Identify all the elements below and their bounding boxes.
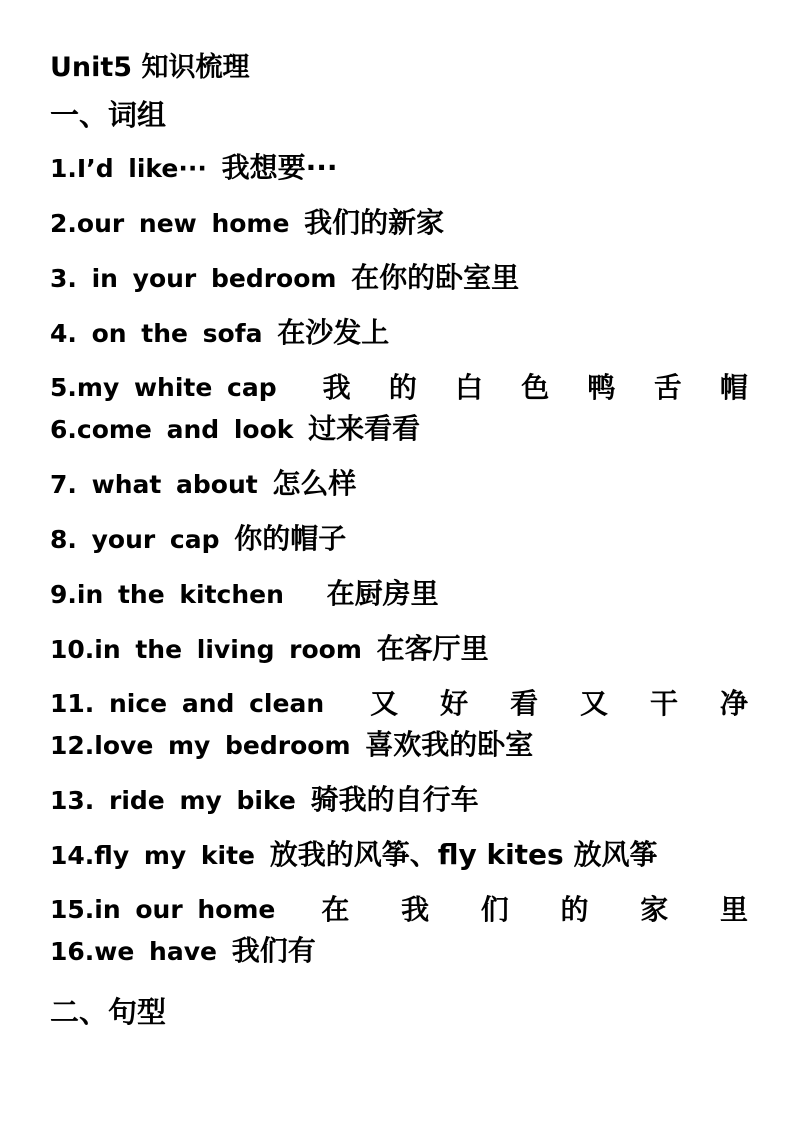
phrase-item-13 xyxy=(50,780,748,835)
phrase-english: 2.our new home xyxy=(50,209,290,238)
phrase-english: 9.in the kitchen xyxy=(50,580,284,609)
phrase-english: 10.in the living room xyxy=(50,635,362,664)
phrase-chinese-char: 干 xyxy=(650,687,679,720)
phrase-english: 12.love my bedroom xyxy=(50,731,351,760)
phrase-chinese-char: 里 xyxy=(719,893,748,926)
phrase-english: 14.fly my kite xyxy=(50,841,255,870)
phrase-chinese-char: 帽 xyxy=(719,371,748,404)
phrase-chinese-char: 色 xyxy=(521,371,550,404)
phrase-item-2 xyxy=(50,203,748,258)
phrase-chinese-char: 白 xyxy=(455,371,484,404)
phrase-item-9 xyxy=(50,574,748,629)
phrase-chinese-char: 看 xyxy=(510,687,539,720)
phrase-item-10 xyxy=(50,629,748,684)
phrase-english: 13. ride my bike xyxy=(50,786,296,815)
phrase-chinese-char: 的 xyxy=(388,371,417,404)
section-heading-sentences: 二、句型 xyxy=(50,995,167,1029)
phrase-item-3 xyxy=(50,258,748,313)
phrase-item-6 xyxy=(50,409,748,464)
phrase-chinese-char: 的 xyxy=(560,893,589,926)
phrase-chinese-char: 家 xyxy=(640,893,669,926)
phrase-chinese-char: 又 xyxy=(580,687,609,720)
phrase-chinese: 喜欢我的卧室 xyxy=(365,728,534,761)
phrase-chinese-char: 我 xyxy=(322,371,351,404)
phrase-chinese: 在客厅里 xyxy=(376,632,489,665)
phrase-chinese xyxy=(370,684,748,725)
phrase-item-4 xyxy=(50,313,748,368)
phrase-item-14 xyxy=(50,835,748,890)
phrase-chinese: 我们有 xyxy=(231,934,316,967)
phrase-item-5 xyxy=(50,368,748,409)
phrase-item-16 xyxy=(50,931,748,986)
phrase-english: 3. in your bedroom xyxy=(50,264,337,293)
phrase-item-8 xyxy=(50,519,748,574)
phrase-item-12 xyxy=(50,725,748,780)
phrase-chinese: 骑我的自行车 xyxy=(310,783,479,816)
page-title: Unit5 知识梳理 xyxy=(50,52,250,83)
phrase-chinese-char: 净 xyxy=(719,687,748,720)
phrase-chinese xyxy=(321,890,748,931)
phrase-chinese-char: 在 xyxy=(321,893,350,926)
phrase-english: 5.my white cap xyxy=(50,373,277,402)
phrase-english: 16.we have xyxy=(50,937,217,966)
phrase-english: 11. nice and clean xyxy=(50,689,325,718)
phrase-chinese-char: 又 xyxy=(370,687,399,720)
phrase-chinese: 我想要··· xyxy=(221,151,338,184)
phrase-chinese xyxy=(323,368,748,409)
section-heading-phrases: 一、词组 xyxy=(50,98,167,132)
phrase-item-1 xyxy=(50,148,748,203)
phrase-chinese-char: 好 xyxy=(440,687,469,720)
phrase-chinese-char: 我 xyxy=(401,893,430,926)
phrase-english: 1.I’d like··· xyxy=(50,154,207,183)
phrase-english: 15.in our home xyxy=(50,895,276,924)
phrase-chinese: 你的帽子 xyxy=(234,522,347,555)
phrase-chinese: 放我的风筝、fly kites 放风筝 xyxy=(269,838,658,871)
phrase-english: 8. your cap xyxy=(50,525,220,554)
phrase-chinese: 我们的新家 xyxy=(304,206,445,239)
phrase-chinese: 在沙发上 xyxy=(277,316,390,349)
phrase-chinese: 过来看看 xyxy=(308,412,421,445)
phrase-chinese: 在厨房里 xyxy=(326,577,439,610)
phrase-chinese-char: 鸭 xyxy=(587,371,616,404)
phrase-item-11 xyxy=(50,684,748,725)
phrase-chinese-char: 舌 xyxy=(653,371,682,404)
phrase-chinese-char: 们 xyxy=(480,893,509,926)
phrase-english: 6.come and look xyxy=(50,415,294,444)
phrase-item-7 xyxy=(50,464,748,519)
document-page xyxy=(50,48,748,1045)
phrase-chinese: 在你的卧室里 xyxy=(351,261,520,294)
phrase-item-15 xyxy=(50,890,748,931)
phrase-chinese: 怎么样 xyxy=(272,467,357,500)
phrase-english: 7. what about xyxy=(50,470,258,499)
phrase-english: 4. on the sofa xyxy=(50,319,263,348)
